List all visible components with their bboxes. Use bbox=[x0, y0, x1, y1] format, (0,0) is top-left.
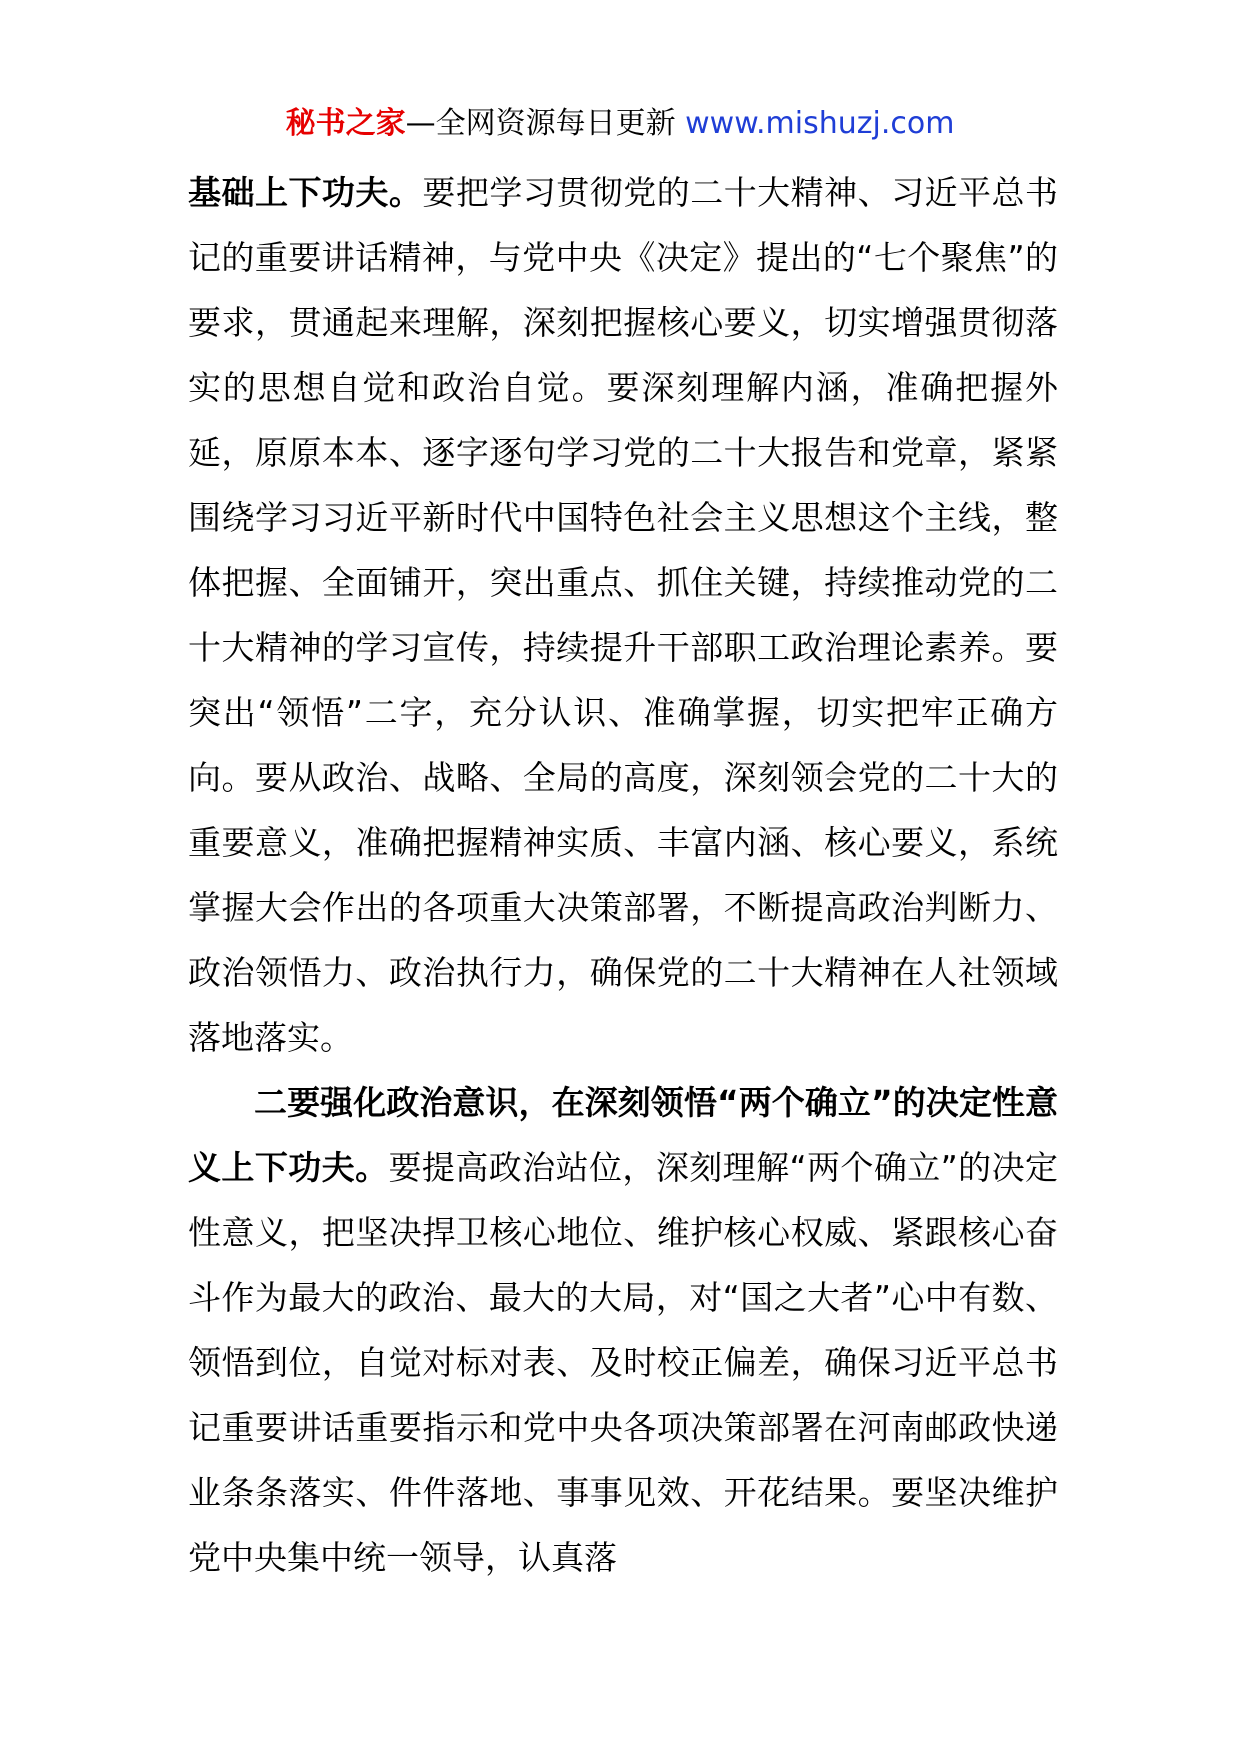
paragraph-2 bbox=[188, 1070, 1058, 1590]
document-body bbox=[188, 160, 1058, 1590]
page-header bbox=[0, 100, 1240, 148]
paragraph-1 bbox=[188, 160, 1058, 1070]
paragraph-1-lead: 基础上下功夫。 bbox=[188, 173, 423, 212]
header-slogan: —全网资源每日更新 bbox=[405, 106, 676, 141]
paragraph-1-text: 要把学习贯彻党的二十大精神、习近平总书记的重要讲话精神，与党中央《决定》提出的“七个聚焦”的要求，贯通起来理解，深刻把握核心要义，切实增强贯彻落实的思想自觉和政治自觉。要深刻理解内涵，准确把握外延，原原本本、逐字逐句学习党的二十大报告和党章，紧紧围绕学习习近平新时代中国特色社会主义思想这个主线，整体把握、全面铺开，突出重点、抓住关键，持续推动党的二十大精神的学习宣传，持续提升干部职工政治理论素养。要突出“领悟”二字，充分认识、准确掌握，切实把牢正确方向。要从政治、战略、全局的高度，深刻领会党的二十大的重要意义，准确把握精神实质、丰富内涵、核心要义，系统掌握大会作出的各项重大决策部署，不断提高政治判断力、政治领悟力、政治执行力，确保党的二十大精神在人社领域落地落实。 bbox=[188, 173, 1059, 1057]
header-url-link[interactable]: www.mishuzj.com bbox=[685, 106, 955, 141]
header-brand: 秘书之家 bbox=[285, 106, 406, 141]
paragraph-2-lead: 二要强化政治意识，在深刻领悟“两个确立”的决定性意义上下功夫。 bbox=[188, 1083, 1058, 1187]
paragraph-2-text: 要提高政治站位，深刻理解“两个确立”的决定性意义，把坚决捍卫核心地位、维护核心权威、紧跟核心奋斗作为最大的政治、最大的大局，对“国之大者”心中有数、领悟到位，自觉对标对表、及时校正偏差，确保习近平总书记重要讲话重要指示和党中央各项决策部署在河南邮政快递业条条落实、件件落地、事事见效、开花结果。要坚决维护党中央集中统一领导，认真落 bbox=[188, 1148, 1058, 1577]
